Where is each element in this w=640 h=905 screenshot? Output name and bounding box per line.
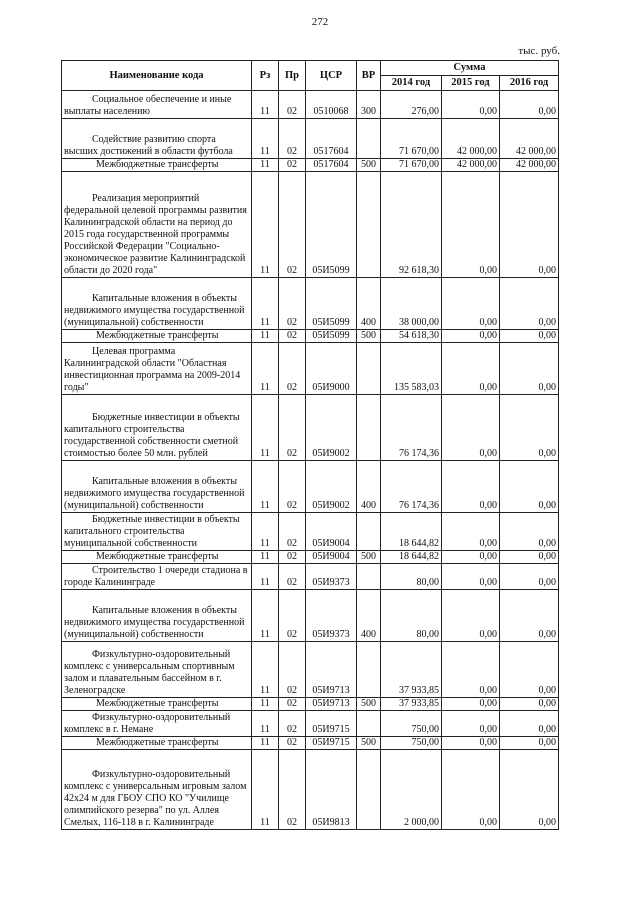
row-2014: 80,00 [381, 564, 442, 590]
row-name: Бюджетные инвестиции в объекты капитального строительства государственной собственности сметной стоимостью более 50 млн. рублей [62, 395, 252, 461]
row-2015: 0,00 [442, 172, 500, 278]
row-2015: 0,00 [442, 278, 500, 330]
table-row [62, 172, 559, 278]
table-row [62, 564, 559, 590]
row-pr: 02 [279, 172, 306, 278]
row-2016: 0,00 [500, 642, 559, 698]
row-vr: 500 [357, 159, 381, 172]
row-pr: 02 [279, 343, 306, 395]
budget-table [61, 60, 559, 830]
row-rz: 11 [252, 590, 279, 642]
row-rz: 11 [252, 172, 279, 278]
row-name: Межбюджетные трансферты [62, 330, 252, 343]
row-2015: 0,00 [442, 590, 500, 642]
row-csr: 05И9004 [306, 551, 357, 564]
row-2015: 0,00 [442, 395, 500, 461]
row-2016: 0,00 [500, 750, 559, 830]
row-2016: 0,00 [500, 278, 559, 330]
row-2016: 0,00 [500, 564, 559, 590]
row-rz: 11 [252, 278, 279, 330]
row-pr: 02 [279, 551, 306, 564]
row-2015: 0,00 [442, 330, 500, 343]
row-2016: 42 000,00 [500, 119, 559, 159]
row-2014: 54 618,30 [381, 330, 442, 343]
table-row [62, 461, 559, 513]
row-2015: 0,00 [442, 551, 500, 564]
row-2015: 0,00 [442, 91, 500, 119]
row-vr [357, 119, 381, 159]
row-name: Капитальные вложения в объекты недвижимого имущества государственной (муниципальной) собственности [62, 278, 252, 330]
row-name: Капитальные вложения в объекты недвижимого имущества государственной (муниципальной) собственности [62, 461, 252, 513]
row-2015: 0,00 [442, 737, 500, 750]
table-row [62, 343, 559, 395]
row-rz: 11 [252, 564, 279, 590]
row-2016: 0,00 [500, 461, 559, 513]
table-row [62, 711, 559, 737]
header-pr: Пр [279, 61, 306, 91]
row-rz: 11 [252, 395, 279, 461]
table-row [62, 278, 559, 330]
table-row [62, 750, 559, 830]
row-csr: 0517604 [306, 159, 357, 172]
row-csr: 05И9002 [306, 461, 357, 513]
row-name: Капитальные вложения в объекты недвижимого имущества государственной (муниципальной) собственности [62, 590, 252, 642]
header-2014: 2014 год [381, 76, 442, 91]
header-2016: 2016 год [500, 76, 559, 91]
row-2015: 0,00 [442, 750, 500, 830]
row-2014: 750,00 [381, 737, 442, 750]
row-2014: 38 000,00 [381, 278, 442, 330]
row-name: Межбюджетные трансферты [62, 737, 252, 750]
table-row [62, 91, 559, 119]
row-rz: 11 [252, 750, 279, 830]
row-2016: 0,00 [500, 698, 559, 711]
row-pr: 02 [279, 461, 306, 513]
row-2014: 18 644,82 [381, 513, 442, 551]
row-vr: 400 [357, 461, 381, 513]
row-pr: 02 [279, 395, 306, 461]
header-sum: Сумма [381, 61, 559, 76]
row-2015: 0,00 [442, 513, 500, 551]
table-row [62, 551, 559, 564]
row-2015: 0,00 [442, 698, 500, 711]
row-2014: 2 000,00 [381, 750, 442, 830]
row-rz: 11 [252, 119, 279, 159]
row-pr: 02 [279, 91, 306, 119]
row-2015: 0,00 [442, 343, 500, 395]
header-rz: Рз [252, 61, 279, 91]
row-name: Физкультурно-оздоровительный комплекс с универсальным игровым залом 42х24 м для ГБОУ СПО КО "Училище олимпийского резерва" по ул. Аллея Смелых, 116-118 в г. Калининграде [62, 750, 252, 830]
row-vr: 400 [357, 278, 381, 330]
row-csr: 05И9715 [306, 711, 357, 737]
row-2016: 0,00 [500, 330, 559, 343]
row-2016: 0,00 [500, 513, 559, 551]
row-pr: 02 [279, 737, 306, 750]
row-csr: 05И9373 [306, 590, 357, 642]
row-rz: 11 [252, 642, 279, 698]
row-pr: 02 [279, 278, 306, 330]
row-rz: 11 [252, 330, 279, 343]
row-vr [357, 642, 381, 698]
header-row [62, 61, 559, 76]
row-vr: 500 [357, 551, 381, 564]
table-row [62, 395, 559, 461]
row-csr: 0517604 [306, 119, 357, 159]
row-name: Социальное обеспечение и иные выплаты населению [62, 91, 252, 119]
table-row [62, 330, 559, 343]
row-2014: 750,00 [381, 711, 442, 737]
row-2014: 37 933,85 [381, 642, 442, 698]
row-csr: 05И9004 [306, 513, 357, 551]
row-vr: 400 [357, 590, 381, 642]
row-rz: 11 [252, 343, 279, 395]
row-pr: 02 [279, 119, 306, 159]
row-rz: 11 [252, 461, 279, 513]
row-csr: 05И9373 [306, 564, 357, 590]
table-row [62, 737, 559, 750]
row-vr [357, 172, 381, 278]
row-2016: 0,00 [500, 91, 559, 119]
row-vr [357, 711, 381, 737]
header-name: Наименование кода [62, 61, 252, 91]
row-2016: 0,00 [500, 172, 559, 278]
row-2015: 0,00 [442, 461, 500, 513]
row-rz: 11 [252, 551, 279, 564]
row-2014: 80,00 [381, 590, 442, 642]
units-label: тыс. руб. [518, 45, 560, 57]
row-csr: 05И9713 [306, 642, 357, 698]
row-name: Бюджетные инвестиции в объекты капитального строительства муниципальной собственности [62, 513, 252, 551]
table-row [62, 119, 559, 159]
row-2014: 76 174,36 [381, 461, 442, 513]
row-csr: 05И9715 [306, 737, 357, 750]
row-2014: 135 583,03 [381, 343, 442, 395]
row-pr: 02 [279, 330, 306, 343]
row-2016: 42 000,00 [500, 159, 559, 172]
row-2016: 0,00 [500, 395, 559, 461]
row-vr [357, 750, 381, 830]
row-csr: 05И5099 [306, 172, 357, 278]
row-2016: 0,00 [500, 590, 559, 642]
row-vr: 500 [357, 330, 381, 343]
row-csr: 05И9813 [306, 750, 357, 830]
row-pr: 02 [279, 159, 306, 172]
row-name: Межбюджетные трансферты [62, 698, 252, 711]
row-csr: 05И5099 [306, 278, 357, 330]
row-csr: 05И9002 [306, 395, 357, 461]
row-csr: 0510068 [306, 91, 357, 119]
row-pr: 02 [279, 750, 306, 830]
row-pr: 02 [279, 564, 306, 590]
row-pr: 02 [279, 513, 306, 551]
header-vr: ВР [357, 61, 381, 91]
row-rz: 11 [252, 698, 279, 711]
row-name: Межбюджетные трансферты [62, 159, 252, 172]
row-2014: 276,00 [381, 91, 442, 119]
row-2014: 76 174,36 [381, 395, 442, 461]
table-row [62, 590, 559, 642]
header-2015: 2015 год [442, 76, 500, 91]
row-2015: 42 000,00 [442, 119, 500, 159]
row-rz: 11 [252, 711, 279, 737]
row-pr: 02 [279, 698, 306, 711]
row-2016: 0,00 [500, 343, 559, 395]
row-csr: 05И9713 [306, 698, 357, 711]
row-pr: 02 [279, 642, 306, 698]
row-vr [357, 564, 381, 590]
row-rz: 11 [252, 513, 279, 551]
row-vr [357, 513, 381, 551]
row-2014: 18 644,82 [381, 551, 442, 564]
row-rz: 11 [252, 737, 279, 750]
row-name: Целевая программа Калининградской области "Областная инвестиционная программа на 2009-2014 годы" [62, 343, 252, 395]
row-vr: 500 [357, 698, 381, 711]
header-csr: ЦСР [306, 61, 357, 91]
table-row [62, 698, 559, 711]
row-name: Межбюджетные трансферты [62, 551, 252, 564]
row-name: Реализация мероприятий федеральной целевой программы развития Калининградской области на период до 2015 года государственной программы Российской Федерации "Социально-экономическое развитие Калининградской области до 2020 года" [62, 172, 252, 278]
row-pr: 02 [279, 711, 306, 737]
page-number: 272 [311, 16, 329, 28]
row-pr: 02 [279, 590, 306, 642]
row-2014: 71 670,00 [381, 159, 442, 172]
row-2014: 37 933,85 [381, 698, 442, 711]
row-rz: 11 [252, 91, 279, 119]
table-row [62, 159, 559, 172]
row-2015: 0,00 [442, 564, 500, 590]
row-2016: 0,00 [500, 551, 559, 564]
row-csr: 05И5099 [306, 330, 357, 343]
table-row [62, 513, 559, 551]
row-name: Строительство 1 очереди стадиона в городе Калининграде [62, 564, 252, 590]
row-name: Содействие развитию спорта высших достижений в области футбола [62, 119, 252, 159]
row-2015: 0,00 [442, 642, 500, 698]
row-name: Физкультурно-оздоровительный комплекс с универсальным спортивным залом и плавательным бассейном в г. Зеленоградске [62, 642, 252, 698]
row-name: Физкультурно-оздоровительный комплекс в г. Немане [62, 711, 252, 737]
row-vr: 300 [357, 91, 381, 119]
row-2016: 0,00 [500, 711, 559, 737]
row-2015: 42 000,00 [442, 159, 500, 172]
row-2015: 0,00 [442, 711, 500, 737]
row-vr: 500 [357, 737, 381, 750]
row-rz: 11 [252, 159, 279, 172]
row-2016: 0,00 [500, 737, 559, 750]
row-vr [357, 343, 381, 395]
row-vr [357, 395, 381, 461]
row-2014: 71 670,00 [381, 119, 442, 159]
table-row [62, 642, 559, 698]
row-csr: 05И9000 [306, 343, 357, 395]
row-2014: 92 618,30 [381, 172, 442, 278]
